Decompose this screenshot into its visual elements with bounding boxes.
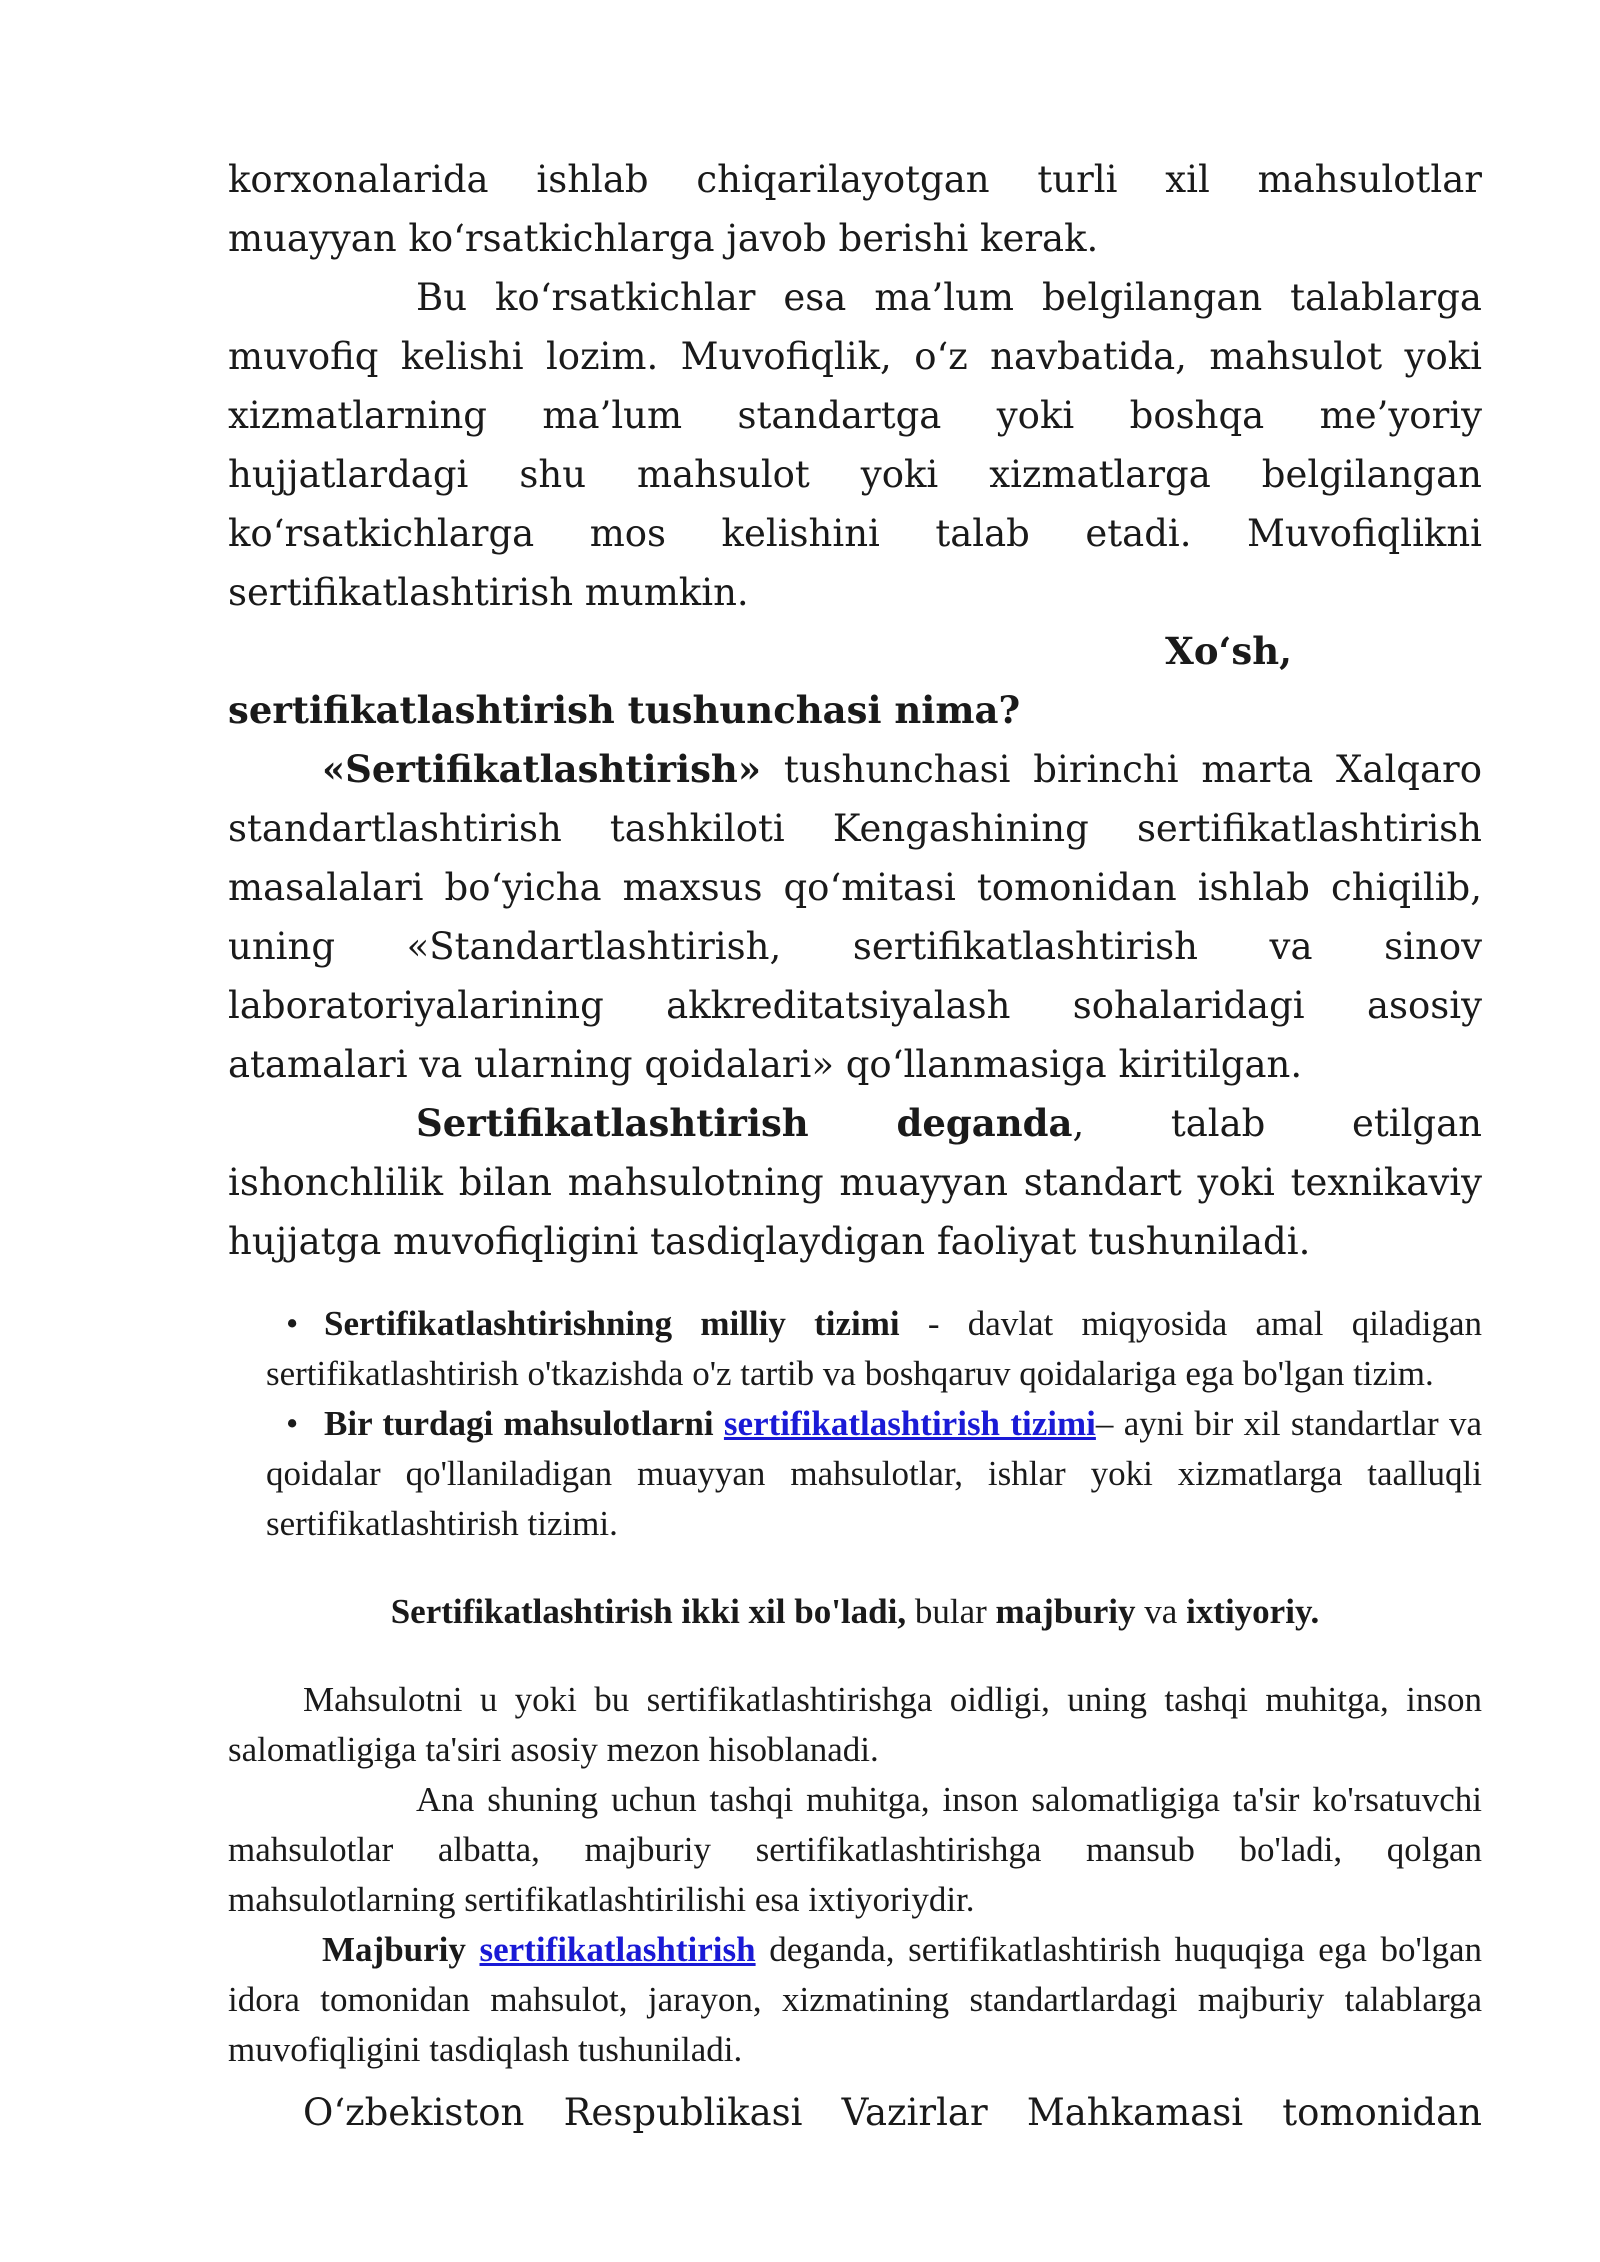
document-body	[228, 150, 1482, 2142]
types-heading-conjunction: va	[1135, 1592, 1187, 1631]
paragraph-criterion: Mahsulotni u yoki bu sertifikatlashtirishga oidligi, uning tashqi muhitga, inson salomatligiga ta'siri asosiy mezon hisoblanadi.	[228, 1680, 1482, 1769]
types-heading-text: bular	[906, 1592, 996, 1631]
link-sertifikatlashtirish[interactable]: sertifikatlashtirish	[479, 1930, 756, 1969]
bullet-text	[266, 1399, 1482, 1549]
paragraph-definition-origin-text: tushunchasi birinchi marta Xalqaro standartlashtirish tashkiloti Kengashining sertifikatlashtirish masalalari bo‘yicha maxsus qo‘mitasi tomonidan ishlab chiqilib, uning «Standartlashtirish, sertifikatlashtirish va sinov laboratoriyalarining akkreditatsiyalash sohalaridagi asosiy atamalari va ularning qoidalari» qo‘llanmasiga kiritilgan.	[228, 748, 1482, 1086]
bullet-text	[266, 1299, 1482, 1399]
paragraph-mandatory-definition-text: deganda, sertifikatlashtirish huquqiga ega bo'lgan idora tomonidan mahsulot, jarayon, xizmatining standartlardagi majburiy talablarga muvofiqligini tasdiqlash tushuniladi.	[228, 1930, 1483, 2069]
question-part-2: sertifikatlashtirish tushunchasi nima?	[228, 688, 1021, 732]
list-item	[228, 1399, 1482, 1549]
paragraph-definition	[228, 1094, 1482, 1271]
paragraph-mandatory-definition	[228, 1925, 1482, 2075]
term-sertifikatlashtirish-deganda: Sertifikatlashtirish deganda	[416, 1101, 1073, 1145]
bullet-marker: •	[286, 1304, 299, 1343]
type-mandatory: majburiy	[995, 1592, 1136, 1631]
bullet-term: Sertifikatlashtirishning milliy tizimi	[324, 1304, 900, 1343]
type-voluntary: ixtiyoriy.	[1186, 1592, 1320, 1631]
bullet-marker: •	[286, 1404, 299, 1443]
paragraph-mandatory-products: Ana shuning uchun tashqi muhitga, inson salomatligiga ta'sir ko'rsatuvchi mahsulotlar albatta, majburiy sertifikatlashtirishga mansub bo'ladi, qolgan mahsulotlarning sertifikatlashtirilishi esa ixtiyoriydir.	[228, 1780, 1482, 1919]
paragraph-intro: korxonalarida ishlab chiqarilayotgan turli xil mahsulotlar muayyan ko‘rsatkichlarga javob berishi kerak.	[228, 158, 1482, 260]
types-heading-bold: Sertifikatlashtirish ikki xil bo'ladi,	[390, 1592, 907, 1631]
bullet-term: Bir turdagi mahsulotlarni	[324, 1404, 714, 1443]
question-part-1: Xo‘sh,	[1165, 629, 1292, 673]
term-majburiy: Majburiy	[322, 1930, 466, 1969]
term-sertifikatlashtirish: «Sertifikatlashtirish»	[322, 747, 761, 791]
paragraph-cabinet: O‘zbekiston Respublikasi Vazirlar Mahkamasi tomonidan	[303, 2091, 1482, 2134]
link-sertifikatlashtirish-tizimi[interactable]: sertifikatlashtirish tizimi	[723, 1404, 1096, 1443]
types-heading	[228, 1587, 1482, 1637]
bullet-description: - davlat miqyosida amal qiladigan sertifikatlashtirish o'tkazishda o'z tartib va boshqaruv qoidalariga ega bo'lgan tizim.	[266, 1304, 1482, 1393]
paragraph-definition-origin	[228, 740, 1482, 1094]
paragraph-conformity: Bu ko‘rsatkichlar esa ma’lum belgilangan talablarga muvofiq kelishi lozim. Muvofiqlik, o‘z navbatida, mahsulot yoki xizmatlarning ma’lum standartga yoki boshqa me’yoriy hujjatlardagi shu mahsulot yoki xizmatlarga belgilangan ko‘rsatkichlarga mos kelishini talab etadi. Muvofiqlikni sertifikatlashtirish mumkin.	[228, 276, 1482, 614]
paragraph-definition-text: , talab etilgan ishonchlilik bilan mahsulotning muayyan standart yoki texnikaviy hujjatga muvofiqligini tasdiqlaydigan faoliyat tushuniladi.	[228, 1102, 1482, 1263]
bullet-list	[228, 1299, 1482, 1549]
list-item	[228, 1299, 1482, 1399]
bullet-description: – ayni bir xil standartlar va qoidalar qo'llaniladigan muayyan mahsulotlar, ishlar yoki xizmatlarga taalluqli sertifikatlashtirish tizimi.	[266, 1404, 1482, 1543]
